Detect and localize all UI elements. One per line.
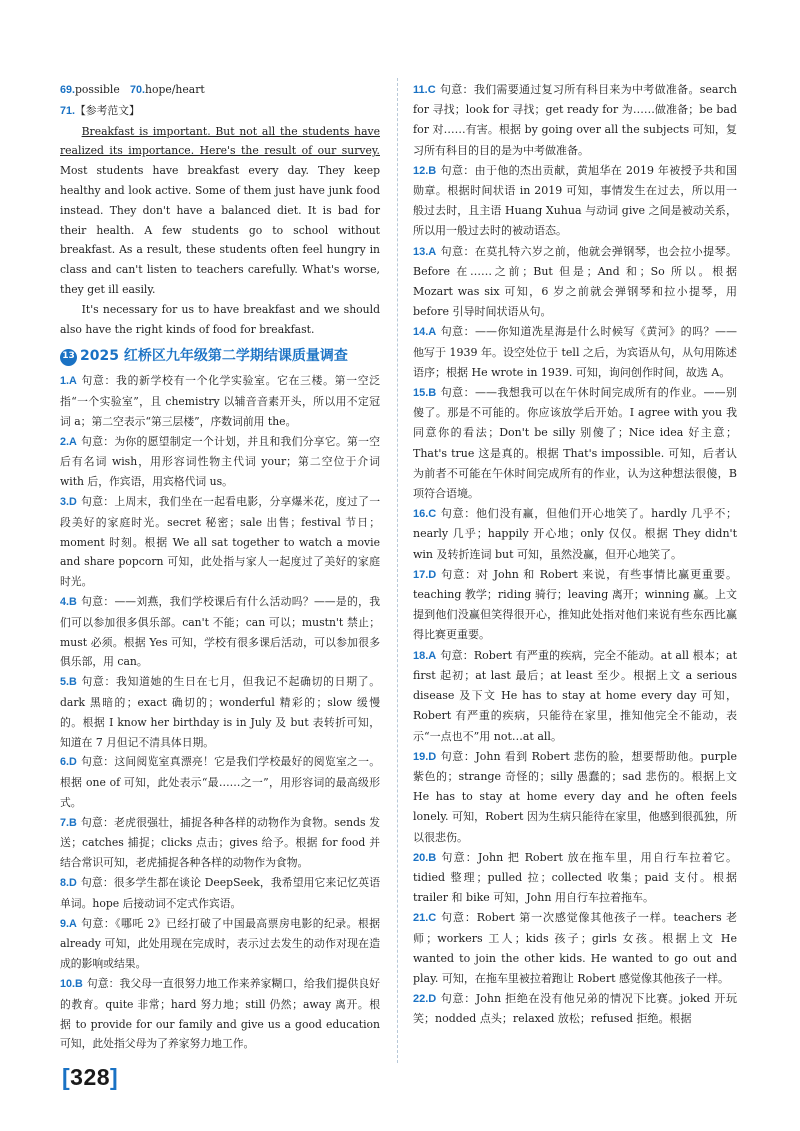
answer-letter: B <box>75 978 83 991</box>
column-divider <box>397 78 398 1063</box>
question-number: 22. <box>413 993 429 1006</box>
question-number: 17. <box>413 568 429 581</box>
answer-letter: B <box>69 676 77 689</box>
explanation-text: 句意：John 看到 Robert 悲伤的脸，想要帮助他。purple 紫色的；strange 奇怪的；silly 愚蠢的；sad 悲伤的。根据上文 He has to stay at home every day and he often feels lonely. 可知，Robert 因为生病只能待在家里，他感到很孤独，所以很悲伤。 <box>413 749 737 844</box>
answer-entry <box>413 80 737 161</box>
answer-letter: B <box>428 164 437 177</box>
question-number: 6. <box>60 756 70 769</box>
answer-entry <box>60 432 380 492</box>
answer-letter: A <box>428 649 437 662</box>
explanation-text: 句意：——刘燕，我们学校课后有什么活动吗？——是的，我们可以参加很多俱乐部。can't 不能；can 可以；mustn't 禁止；must 必须。根据 Yes 可知，学校有很多课后活动，可以参加很多俱乐部，用 can。 <box>60 594 380 669</box>
explanation-text: 句意：——我想我可以在午休时间完成所有的作业。——别傻了。那是不可能的。你应该放学后开始。I agree with you 我同意你的看法；Don't be silly 别傻了；Nice idea 好主意；That's true 这是真的。根据 That's impossible. 可知，后者认为前者不可能在午休时间完成所有的作业，认为这种想法很傻，B 项符合语境。 <box>413 386 737 501</box>
explanation-text: 句意：上周末，我们坐在一起看电影，分享爆米花，度过了一段美好的家庭时光。secret 秘密；sale 出售；festival 节日；moment 时刻。根据 We all sat together to watch a movie and share popcorn 可知，此处指与家人一起度过了美好的家庭时光。 <box>60 494 380 589</box>
left-answer-list <box>60 371 380 1054</box>
explanation-text: 句意：《哪吒 2》已经打破了中国最高票房电影的纪录。根据 already 可知，此处用现在完成时，表示过去发生的动作对现在造成的影响或结果。 <box>60 916 380 971</box>
answer-letter: B <box>69 816 77 829</box>
explanation-text: 句意：我父母一直很努力地工作来养家糊口，给我们提供良好的教育。quite 非常；hard 努力地；still 仍然；away 离开。根据 to provide for our family and give us a good education 可知，此处指父母为了养家努力地工作。 <box>60 977 380 1051</box>
answer-entry <box>60 371 380 431</box>
answer-entry <box>60 672 380 752</box>
question-number: 7. <box>60 816 70 829</box>
left-column <box>60 80 380 1054</box>
explanation-text: 句意：John 拒绝在没有他兄弟的情况下比赛。joked 开玩笑；nodded 点头；relaxed 放松；refused 拒绝。根据 <box>413 992 737 1026</box>
question-number: 12. <box>413 164 429 177</box>
answer-letter: A <box>69 375 77 388</box>
answer-entry <box>413 504 737 565</box>
explanation-text: 句意：在莫扎特六岁之前，他就会弹钢琴，也会拉小提琴。Before 在……之前；But 但是；And 和；So 所以。根据 Mozart was six 可知，6 岁之前就会弹钢琴和拉小提琴，用 before 引导时间状语从句。 <box>413 244 737 319</box>
section-title: 2025 红桥区九年级第二学期结课质量调查 <box>80 348 348 365</box>
explanation-text: 句意：由于他的杰出贡献，黄旭华在 2019 年被授予共和国勋章。根据时间状语 in 2019 可知，事情发生在过去，所以用一般过去时，且主语 Huang Xuhua 与动词 give 之间是被动关系，所以用一般过去时的被动语态。 <box>413 163 737 238</box>
answer-letter: D <box>69 756 77 769</box>
explanation-text: 句意：老虎很强壮，捕捉各种各样的动物作为食物。sends 发送；catches 捕捉；clicks 点击；gives 给予。根据 for food 并结合常识可知，老虎捕捉各种各样的动物作为食物。 <box>60 815 380 870</box>
explanation-text: 句意：很多学生都在谈论 DeepSeek，我希望用它来记忆英语单词。hope 后接动词不定式作宾语。 <box>60 876 380 910</box>
answer-letter: C <box>428 912 437 925</box>
answer-letter: B <box>428 851 437 864</box>
answer-letter: A <box>69 435 77 448</box>
essay-heading: 71.【参考范文】 <box>60 103 140 117</box>
question-number: 16. <box>413 508 429 521</box>
answer-entry <box>60 813 380 873</box>
essay-paragraph-1: Breakfast is important. But not all the students have realized its importance. Here's the result of our survey. Most students have breakfast every day. They keep healthy and look active. Some of them just have junk food instead. They don't have a balanced diet. It is bad for their health. A few students go to school without breakfast. As a result, these students often feel hungry in class and can't listen to teachers carefully. What's worse, they get ill easily. <box>60 124 380 296</box>
answer-letter: C <box>428 508 437 521</box>
explanation-text: 句意：John 把 Robert 放在拖车里，用自行车拉着它。tidied 整理；pulled 拉；collected 收集；paid 支付。根据 trailer 和 bike 可知，John 用自行车拉着拖车。 <box>413 850 737 905</box>
answer-entry <box>413 908 737 989</box>
question-number: 19. <box>413 750 429 763</box>
question-number: 15. <box>413 387 429 400</box>
answer-entry <box>413 989 737 1029</box>
page-number: [328] <box>62 1064 119 1090</box>
answer-letter: D <box>428 993 437 1006</box>
question-number: 3. <box>60 495 70 508</box>
question-number: 10. <box>60 978 76 991</box>
question-number: 18. <box>413 649 429 662</box>
explanation-text: 句意：他们没有赢，但他们开心地笑了。hardly 几乎不；nearly 几乎；happily 开心地；only 仅仅。根据 They didn't win 及转折连词 but 可知，虽然没赢，但开心地笑了。 <box>413 507 737 561</box>
answer-letter: D <box>69 495 77 508</box>
answer-entry <box>413 747 737 848</box>
question-number: 11. <box>413 84 428 96</box>
answer-entry <box>60 752 380 812</box>
answer-entry <box>60 492 380 592</box>
question-number: 21. <box>413 912 429 925</box>
answer-letter: A <box>69 917 77 930</box>
section-number-badge: 13 <box>60 349 77 366</box>
question-number: 5. <box>60 676 70 689</box>
answer-letter: A <box>428 326 437 339</box>
answer-letter: D <box>69 877 77 890</box>
question-number: 9. <box>60 917 70 930</box>
explanation-text: 句意：我们需要通过复习所有科目来为中考做准备。search for 寻找；look for 寻找；get ready for 为……做准备；be bad for 对……有害。根据 by going over all the subjects 可知，复习所有科目的目的是为中考做准备。 <box>413 83 737 157</box>
answer-entry <box>413 322 737 383</box>
question-number: 2. <box>60 435 70 448</box>
question-number: 13. <box>413 245 429 258</box>
answer-letter: C <box>427 84 436 96</box>
answer-entry <box>60 974 380 1054</box>
answer-letter: A <box>428 245 437 258</box>
right-column <box>413 80 737 1030</box>
answer-entry <box>60 592 380 672</box>
answer-entry <box>413 646 737 747</box>
explanation-text: 句意：Robert 第一次感觉像其他孩子一样。teachers 老师；workers 工人；kids 孩子；girls 女孩。根据上文 He wanted to join the other kids. He wanted to go out and play. 可知，在拖车里被拉着跑让 Robert 感觉像其他孩子一样。 <box>413 911 737 985</box>
question-number: 14. <box>413 326 429 339</box>
question-number: 20. <box>413 851 429 864</box>
answer-letter: D <box>428 568 437 581</box>
answer-letter: B <box>428 387 437 400</box>
answer-entry <box>413 161 737 242</box>
question-number: 1. <box>60 375 70 388</box>
explanation-text: 句意：我知道她的生日在七月，但我记不起确切的日期了。dark 黑暗的；exact 确切的；wonderful 精彩的；slow 缓慢的。根据 I know her birthday is in July 及 but 表转折可知，知道在 7 月但记不清具体日期。 <box>60 675 380 749</box>
answer-entry <box>60 873 380 914</box>
answer-entry <box>413 565 737 646</box>
question-number: 8. <box>60 877 70 890</box>
explanation-text: 句意：——你知道冼星海是什么时候写《黄河》的吗？——他写于 1939 年。设空处位于 tell 之后，为宾语从句，从句用陈述语序；根据 He wrote in 1939. 可知，询问创作时间，故选 A。 <box>413 325 737 379</box>
answer-letter: D <box>428 750 437 763</box>
essay-underlined-text: Breakfast is important. But not all the students have realized its importance. Here's the result of our survey. <box>60 124 380 158</box>
explanation-text: 句意：这间阅览室真漂亮！它是我们学校最好的阅览室之一。根据 one of 可知，此处表示“最……之一”，用形容词的最高级形式。 <box>60 755 380 809</box>
explanation-text: 句意：我的新学校有一个化学实验室。它在三楼。第一空泛指“一个实验室”，且 chemistry 以辅音音素开头，所以用不定冠词 a；第二空表示“第三层楼”，序数词前用 the。 <box>60 374 380 428</box>
answer-entry <box>413 848 737 909</box>
explanation-text: 句意：对 John 和 Robert 来说，有些事情比赢更重要。teaching 教学；riding 骑行；leaving 离开；winning 赢。上文提到他们没赢但笑得很开心，推知此处指对他们来说有些东西比赢得比赛更重要。 <box>413 567 738 642</box>
answer-entry <box>413 242 737 323</box>
answer-entry <box>60 914 380 974</box>
right-answer-list <box>413 80 737 1030</box>
answer-letter: B <box>69 595 77 608</box>
explanation-text: 句意：Robert 有严重的疾病，完全不能动。at all 根本；at first 起初；at last 最后；at least 至少。根据上文 a serious disease 及下文 He has to stay at home every day 可知，Robert 有严重的疾病，只能待在家里，推知他完全不能动，表示“一点也不”用 not…at all。 <box>413 648 737 743</box>
answer-line-69-70: 69.possible 70.hope/heart <box>60 83 205 96</box>
answer-entry <box>413 383 737 504</box>
explanation-text: 句意：为你的愿望制定一个计划，并且和我们分享它。第一空后有名词 wish，用形容词性物主代词 your；第二空位于介词 with 后，作宾语，用宾格代词 us。 <box>60 434 380 489</box>
section-heading <box>60 347 380 367</box>
essay-paragraph-2: It's necessary for us to have breakfast and we should also have the right kinds of food for breakfast. <box>60 302 380 336</box>
question-number: 4. <box>60 595 70 608</box>
